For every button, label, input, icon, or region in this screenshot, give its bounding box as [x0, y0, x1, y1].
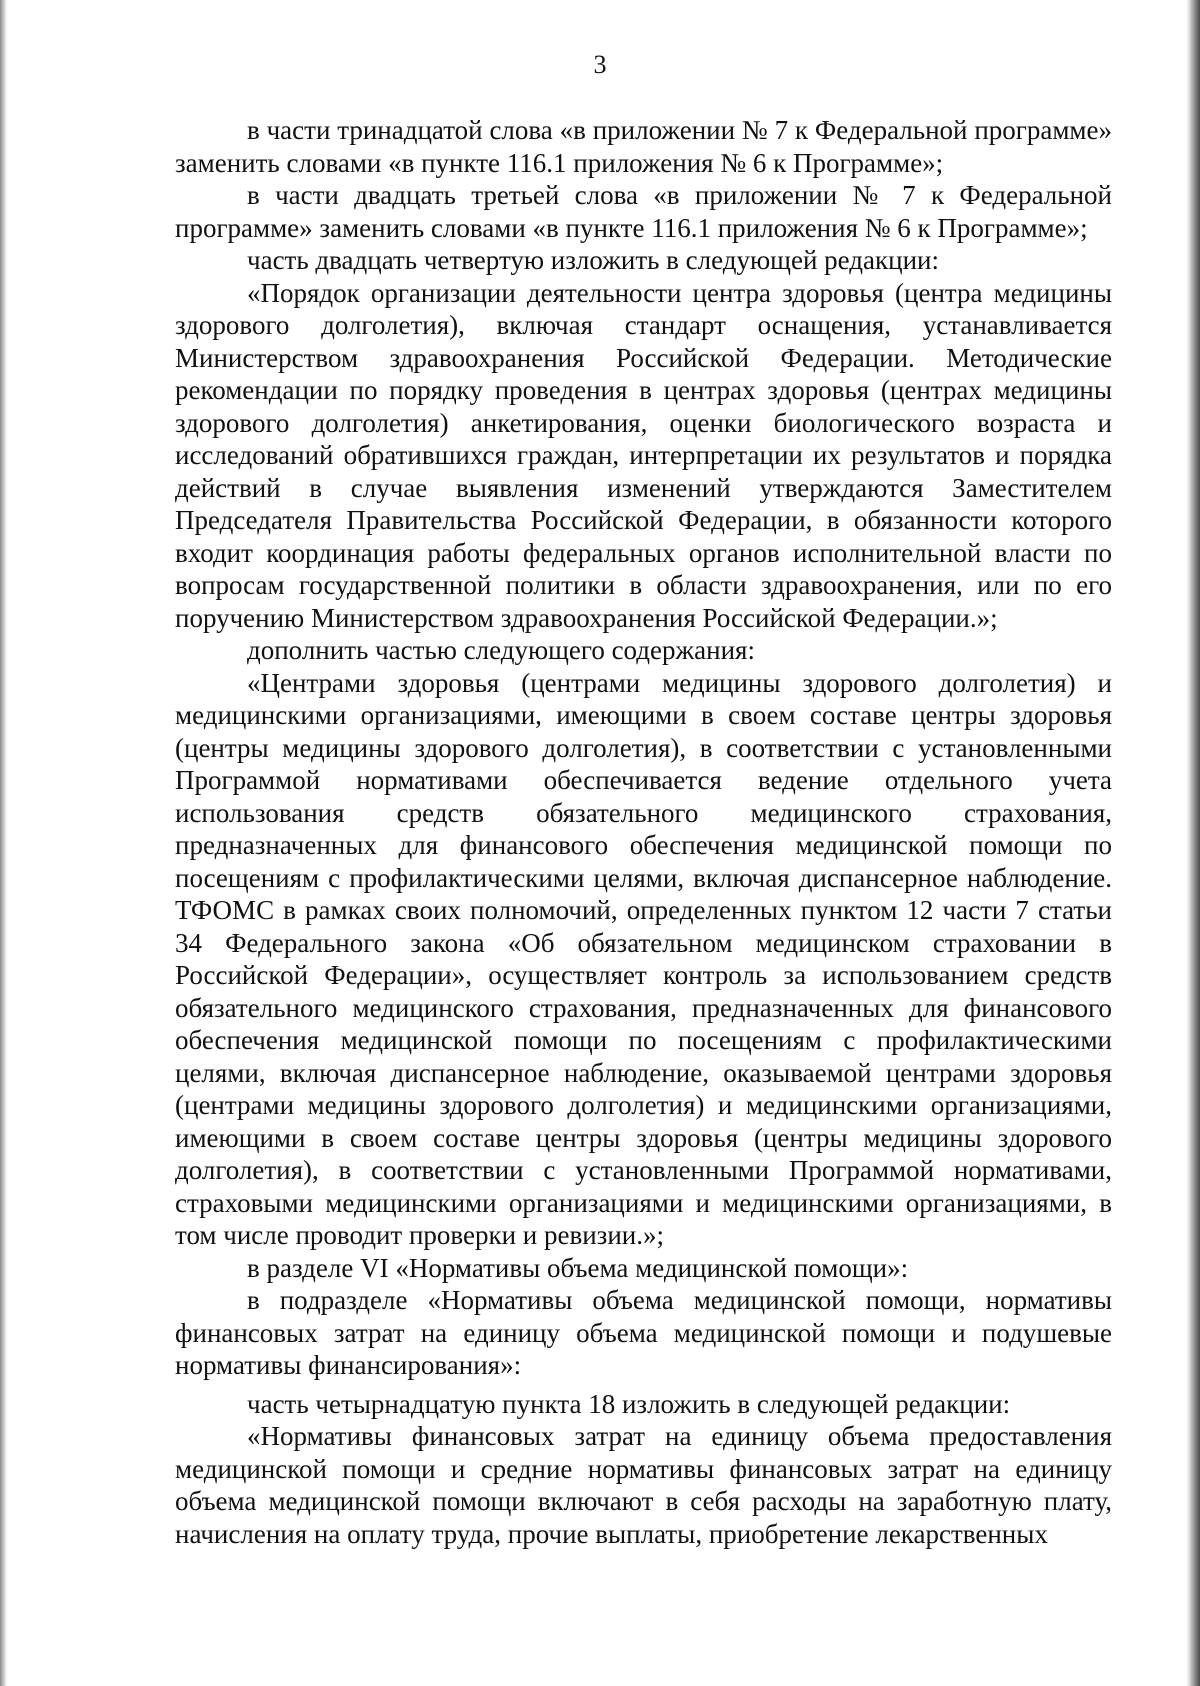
document-body — [175, 114, 1112, 1550]
paragraph: «Нормативы финансовых затрат на единицу объема предоставления медицинской помощи и средние нормативы финансовых затрат на единицу объема медицинской помощи включают в себя расходы на заработную плату, начисления на оплату труда, прочие выплаты, приобретение лекарственных — [175, 1421, 1112, 1549]
paragraph: в части тринадцатой слова «в приложении № 7 к Федеральной программе» заменить словами «в пункте 116.1 приложения № 6 к Программе»; — [175, 115, 1112, 178]
scan-edge-left — [0, 0, 7, 1686]
paragraph: дополнить частью следующего содержания: — [247, 635, 755, 665]
paragraph: часть двадцать четвертую изложить в следующей редакции: — [247, 245, 939, 275]
paragraph: «Порядок организации деятельности центра здоровья (центра медицины здорового долголетия), включая стандарт оснащения, устанавливается Министерством здравоохранения Российской Федерации. Методические рекомендации по порядку проведения в центрах здоровья (центрах медицины здорового долголетия) анкетирования, оценки биологического возраста и исследований обратившихся граждан, интерпретации их результатов и порядка действий в случае выявления изменений утверждаются Заместителем Председателя Правительства Российской Федерации, в обязанности которого входит координация работы федеральных органов исполнительной власти по вопросам государственной политики в области здравоохранения, или по его поручению Министерством здравоохранения Российской Федерации.»; — [175, 277, 1112, 633]
paragraph: «Центрами здоровья (центрами медицины здорового долголетия) и медицинскими организациями, имеющими в своем составе центры здоровья (центры медицины здорового долголетия), в соответствии с установленными Программой нормативами обеспечивается ведение отдельного учета использования средств обязательного медицинского страхования, предназначенных для финансового обеспечения медицинской помощи по посещениям с профилактическими целями, включая диспансерное наблюдение. ТФОМС в рамках своих полномочий, определенных пунктом 12 части 7 статьи 34 Федерального закона «Об обязательном медицинском страховании в Российской Федерации», осуществляет контроль за использованием средств обязательного медицинского страхования, предназначенных для финансового обеспечения медицинской помощи по посещениям с профилактическими целями, включая диспансерное наблюдение, оказываемой центрами здоровья (центрами медицины здорового долголетия) и медицинскими организациями, имеющими в своем составе центры здоровья (центры медицины здорового долголетия), в соответствии с установленными Программой нормативами, страховыми медицинскими организациями и медицинскими организациями, в том числе проводит проверки и ревизии.»; — [175, 667, 1112, 1250]
scan-edge-right — [1186, 0, 1200, 1686]
paragraph: в подразделе «Нормативы объема медицинской помощи, нормативы финансовых затрат на единицу объема медицинской помощи и подушевые нормативы финансирования»: — [175, 1285, 1112, 1380]
paragraph: в разделе VI «Нормативы объема медицинской помощи»: — [247, 1252, 909, 1283]
page-number: 3 — [593, 50, 607, 79]
paragraph: в части двадцать третьей слова «в приложении № 7 к Федеральной программе» заменить словами «в пункте 116.1 приложения № 6 к Программе»; — [175, 180, 1112, 243]
paragraph: часть четырнадцатую пункта 18 изложить в следующей редакции: — [247, 1388, 1011, 1419]
